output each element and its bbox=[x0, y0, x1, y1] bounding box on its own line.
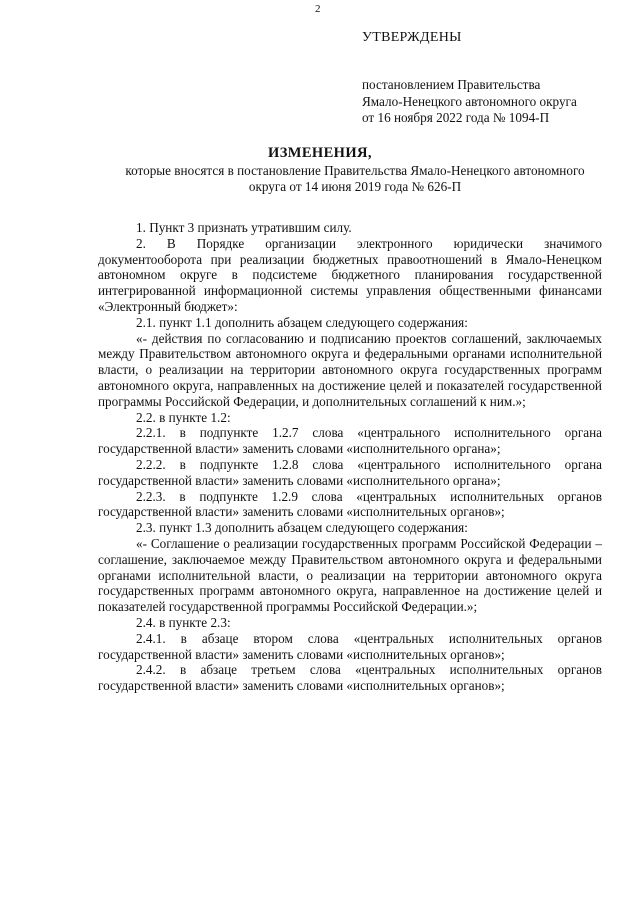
approval-decree bbox=[362, 77, 632, 127]
document-heading: ИЗМЕНЕНИЯ, bbox=[268, 145, 372, 161]
document-subheading: которые вносятся в постановление Правительства Ямало-Ненецкого автономного округа от 14 июня 2019 года № 626-П bbox=[125, 163, 585, 194]
paragraph: 2.3. пункт 1.3 дополнить абзацем следующего содержания: bbox=[136, 520, 468, 536]
document-body bbox=[98, 220, 602, 694]
paragraph: 2.4. в пункте 2.3: bbox=[136, 614, 231, 630]
paragraph: «- действия по согласованию и подписанию проектов соглашений, заключаемых между Правительством автономного округа и федеральными органами исполнительной власти, о реализации на территории автономного округа государственных программ автономного округа, направленных на достижение целей и показателей государственной программы Российской Федерации, и дополнительных соглашений к ним.»; bbox=[98, 330, 602, 409]
approval-line: постановлением Правительства bbox=[362, 77, 541, 92]
paragraph: 2. В Порядке организации электронного юридически значимого документооборота при реализации бюджетных правоотношений в Ямало-Ненецком автономном округе в подсистеме бюджетного планирования государственной интегрированной информационной системы управления общественными финансами «Электронный бюджет»: bbox=[98, 235, 602, 314]
paragraph: 2.2.2. в подпункте 1.2.8 слова «центрального исполнительного органа государственной власти» заменить словами «исполнительного органа»; bbox=[98, 456, 602, 488]
paragraph: 2.2.1. в подпункте 1.2.7 слова «центрального исполнительного органа государственной власти» заменить словами «исполнительного органа»; bbox=[98, 425, 602, 457]
paragraph: 2.1. пункт 1.1 дополнить абзацем следующего содержания: bbox=[136, 314, 468, 330]
approval-line: от 16 ноября 2022 года № 1094-П bbox=[362, 110, 550, 125]
paragraph: 1. Пункт 3 признать утратившим силу. bbox=[136, 220, 352, 235]
approval-line: Ямало-Ненецкого автономного округа bbox=[362, 93, 577, 109]
paragraph: 2.4.2. в абзаце третьем слова «центральных исполнительных органов государственной власти» заменить словами «исполнительных органов»; bbox=[98, 662, 602, 694]
paragraph: 2.2. в пункте 1.2: bbox=[136, 409, 231, 425]
paragraph: 2.4.1. в абзаце втором слова «центральных исполнительных органов государственной власти» заменить словами «исполнительных органов»; bbox=[98, 630, 602, 662]
approval-title: УТВЕРЖДЕНЫ bbox=[362, 30, 462, 45]
paragraph: 2.2.3. в подпункте 1.2.9 слова «центральных исполнительных органов государственной власти» заменить словами «исполнительных органов»; bbox=[98, 488, 602, 520]
page-number: 2 bbox=[315, 3, 321, 15]
paragraph: «- Соглашение о реализации государственных программ Российской Федерации – соглашение, заключаемое между Правительством автономного округа и федеральными органами исполнительной власти, о реализации на территории автономного округа государственных программ автономного округа, направленное на достижение целей и показателей государственной программы Российской Федерации.»; bbox=[98, 535, 602, 615]
